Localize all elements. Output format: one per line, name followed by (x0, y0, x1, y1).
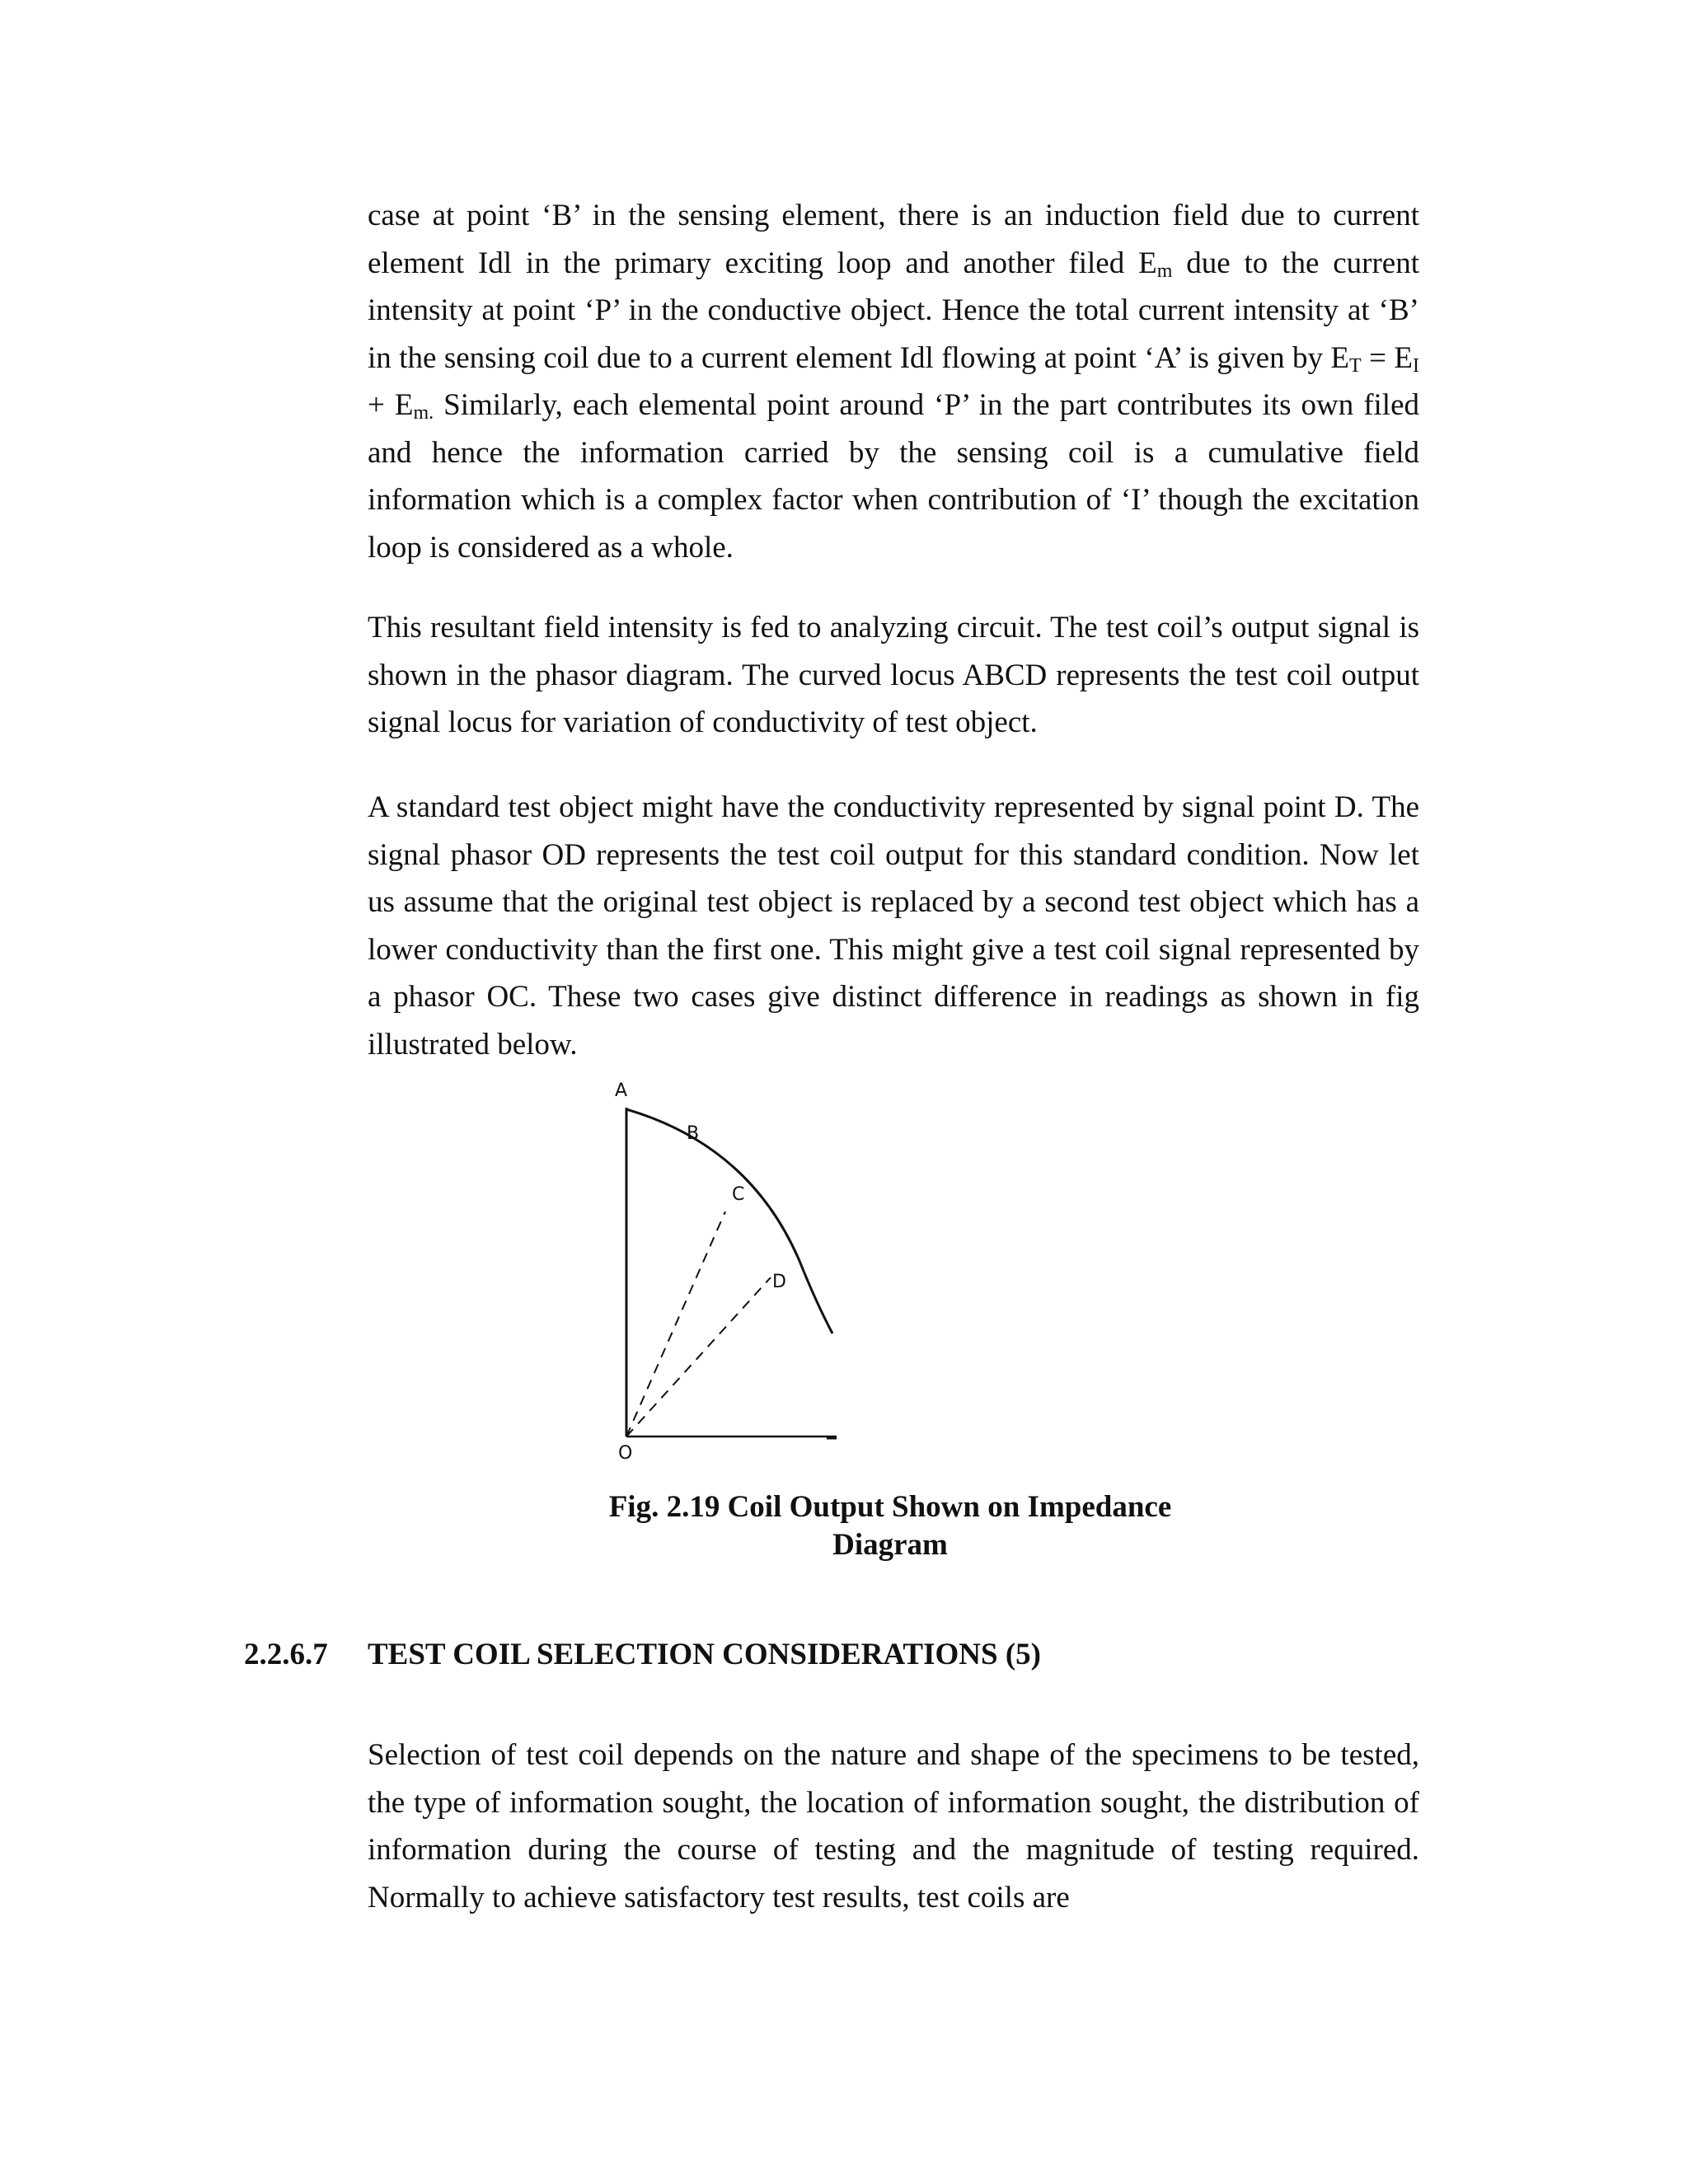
phasor-od (626, 1277, 771, 1436)
label-a: A (615, 1080, 628, 1101)
label-b: B (687, 1123, 700, 1144)
phasor-oc (626, 1212, 725, 1436)
label-c: C (732, 1184, 745, 1205)
label-o: O (618, 1443, 633, 1464)
paragraph-text: + E (368, 388, 414, 422)
paragraph-text: Similarly, each elemental point around ‘P’ in the part contributes its own filed and hence the information carried by the sensing coil is a cumulative field information which is a complex factor when contribution of ‘I’ though the excitation loop is considered as a whole. (368, 388, 1420, 565)
section-heading (244, 1636, 1041, 1674)
subscript: T (1349, 354, 1362, 377)
paragraph-text: due to the current intensity at point ‘P’ in the conductive object. Hence the total current intensity at ‘B’ in the sensing coil due to a current element Idl flowing at point ‘A’ is given by E (368, 246, 1420, 375)
paragraph-phasor-diagram: This resultant field intensity is fed to analyzing circuit. The test coil’s output signal is shown in the phasor diagram. The curved locus ABCD represents the test coil output signal locus for variation of conductivity of test object. (368, 611, 1419, 739)
locus-curve-abcd (626, 1109, 832, 1333)
caption-line-2: Diagram (832, 1528, 948, 1562)
section-number: 2.2.6.7 (244, 1638, 328, 1671)
paragraph-standard-object: A standard test object might have the conductivity represented by signal point D. The signal phasor OD represents the test coil output for this standard condition. Now let us assume that the original test object is replaced by a second test object which has a lower conductivity than the first one. This might give a test coil signal represented by a phasor OC. These two cases give distinct difference in readings as shown in fig illustrated below. (368, 790, 1419, 1062)
paragraph-text: = E (1361, 340, 1413, 375)
paragraph-coil-selection: Selection of test coil depends on the nature and shape of the specimens to be tested, the type of information sought, the location of information sought, the distribution of information during the course of testing and the magnitude of testing required. Normally to achieve satisfactory test results, test coils are (368, 1738, 1419, 1915)
caption-line-1: Fig. 2.19 Coil Output Shown on Impedance (608, 1490, 1172, 1524)
figure-caption (511, 1488, 1269, 1564)
subscript: m. (413, 402, 434, 424)
paragraph-text: case at point ‘B’ in the sensing element, there is an induction field due to current element Idl in the primary exciting loop and another filed E (368, 199, 1419, 280)
impedance-diagram-figure (569, 1071, 882, 1467)
paragraph-sensing-field (368, 192, 1419, 571)
subscript: I (1413, 354, 1419, 377)
impedance-diagram (569, 1071, 882, 1467)
label-d: D (772, 1272, 786, 1292)
subscript: m (1156, 260, 1173, 282)
section-title: TEST COIL SELECTION CONSIDERATIONS (5) (368, 1638, 1041, 1671)
